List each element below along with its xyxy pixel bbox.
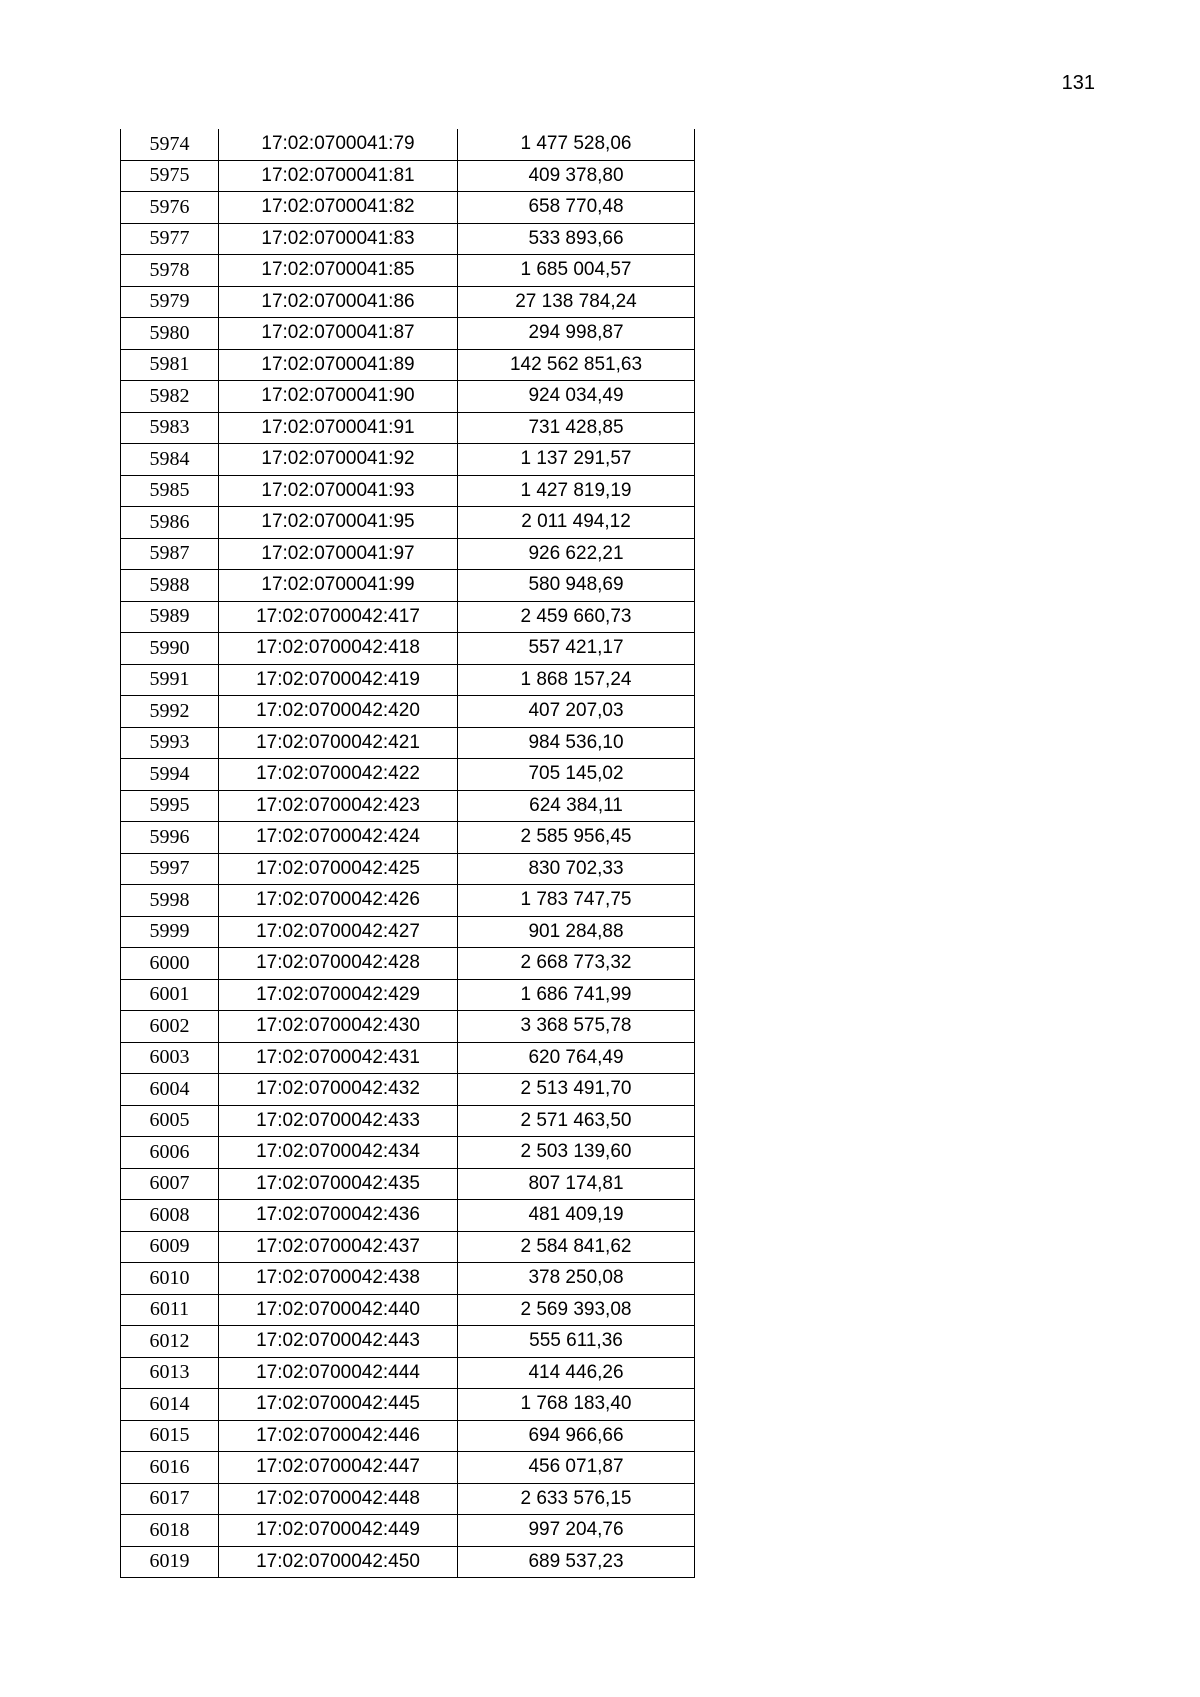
cadastral-number-cell: 17:02:0700042:438	[219, 1263, 458, 1295]
row-number-cell: 6002	[121, 1011, 219, 1043]
cadastral-value-cell: 901 284,88	[458, 916, 695, 948]
cadastral-value-cell: 555 611,36	[458, 1326, 695, 1358]
cadastral-number-cell: 17:02:0700042:446	[219, 1420, 458, 1452]
cadastral-value-cell: 694 966,66	[458, 1420, 695, 1452]
table-row	[121, 885, 695, 917]
cadastral-number-cell: 17:02:0700041:92	[219, 444, 458, 476]
cadastral-number-cell: 17:02:0700042:417	[219, 601, 458, 633]
table-row	[121, 1042, 695, 1074]
cadastral-number-cell: 17:02:0700042:437	[219, 1231, 458, 1263]
cadastral-number-cell: 17:02:0700042:440	[219, 1294, 458, 1326]
row-number-cell: 5977	[121, 223, 219, 255]
cadastral-value-cell: 689 537,23	[458, 1546, 695, 1578]
row-number-cell: 6005	[121, 1105, 219, 1137]
cadastral-value-cell: 2 633 576,15	[458, 1483, 695, 1515]
table-row	[121, 318, 695, 350]
table-row	[121, 1357, 695, 1389]
table-row	[121, 1546, 695, 1578]
cadastral-number-cell: 17:02:0700042:444	[219, 1357, 458, 1389]
row-number-cell: 6015	[121, 1420, 219, 1452]
row-number-cell: 6014	[121, 1389, 219, 1421]
row-number-cell: 5998	[121, 885, 219, 917]
cadastral-number-cell: 17:02:0700041:97	[219, 538, 458, 570]
cadastral-value-cell: 731 428,85	[458, 412, 695, 444]
row-number-cell: 6016	[121, 1452, 219, 1484]
table-row	[121, 223, 695, 255]
cadastral-value-cell: 1 137 291,57	[458, 444, 695, 476]
cadastral-number-cell: 17:02:0700041:89	[219, 349, 458, 381]
cadastral-value-cell: 2 569 393,08	[458, 1294, 695, 1326]
row-number-cell: 5985	[121, 475, 219, 507]
table-row	[121, 444, 695, 476]
row-number-cell: 6017	[121, 1483, 219, 1515]
row-number-cell: 5982	[121, 381, 219, 413]
table-row	[121, 349, 695, 381]
cadastral-value-cell: 2 011 494,12	[458, 507, 695, 539]
row-number-cell: 6004	[121, 1074, 219, 1106]
cadastral-number-cell: 17:02:0700042:449	[219, 1515, 458, 1547]
cadastral-number-cell: 17:02:0700042:447	[219, 1452, 458, 1484]
table-row	[121, 948, 695, 980]
row-number-cell: 5989	[121, 601, 219, 633]
table-row	[121, 255, 695, 287]
table-row	[121, 853, 695, 885]
cadastral-value-cell: 481 409,19	[458, 1200, 695, 1232]
cadastral-number-cell: 17:02:0700041:95	[219, 507, 458, 539]
cadastral-number-cell: 17:02:0700042:445	[219, 1389, 458, 1421]
table-row	[121, 1452, 695, 1484]
table-row	[121, 727, 695, 759]
cadastral-value-cell: 620 764,49	[458, 1042, 695, 1074]
cadastral-number-cell: 17:02:0700041:91	[219, 412, 458, 444]
table-row	[121, 790, 695, 822]
cadastral-value-cell: 1 868 157,24	[458, 664, 695, 696]
row-number-cell: 6013	[121, 1357, 219, 1389]
cadastral-number-cell: 17:02:0700042:433	[219, 1105, 458, 1137]
table-row	[121, 1011, 695, 1043]
cadastral-number-cell: 17:02:0700041:81	[219, 160, 458, 192]
table-row	[121, 1231, 695, 1263]
cadastral-value-cell: 407 207,03	[458, 696, 695, 728]
row-number-cell: 6000	[121, 948, 219, 980]
cadastral-number-cell: 17:02:0700042:419	[219, 664, 458, 696]
cadastral-value-cell: 3 368 575,78	[458, 1011, 695, 1043]
table-row	[121, 633, 695, 665]
row-number-cell: 5995	[121, 790, 219, 822]
cadastral-number-cell: 17:02:0700041:82	[219, 192, 458, 224]
cadastral-value-cell: 456 071,87	[458, 1452, 695, 1484]
row-number-cell: 6003	[121, 1042, 219, 1074]
cadastral-number-cell: 17:02:0700042:428	[219, 948, 458, 980]
cadastral-number-cell: 17:02:0700042:429	[219, 979, 458, 1011]
cadastral-value-cell: 926 622,21	[458, 538, 695, 570]
cadastral-number-cell: 17:02:0700042:427	[219, 916, 458, 948]
table-row	[121, 1263, 695, 1295]
cadastral-value-cell: 2 668 773,32	[458, 948, 695, 980]
table-row	[121, 1200, 695, 1232]
table-row	[121, 570, 695, 602]
row-number-cell: 5981	[121, 349, 219, 381]
cadastral-value-cell: 705 145,02	[458, 759, 695, 791]
cadastral-value-cell: 2 513 491,70	[458, 1074, 695, 1106]
table-row	[121, 1420, 695, 1452]
row-number-cell: 6008	[121, 1200, 219, 1232]
table-row	[121, 1326, 695, 1358]
cadastral-number-cell: 17:02:0700042:430	[219, 1011, 458, 1043]
table-row	[121, 129, 695, 160]
cadastral-number-cell: 17:02:0700042:436	[219, 1200, 458, 1232]
table-row	[121, 507, 695, 539]
row-number-cell: 5987	[121, 538, 219, 570]
row-number-cell: 5978	[121, 255, 219, 287]
cadastral-value-cell: 658 770,48	[458, 192, 695, 224]
cadastral-number-cell: 17:02:0700042:432	[219, 1074, 458, 1106]
cadastral-value-cell: 414 446,26	[458, 1357, 695, 1389]
row-number-cell: 5986	[121, 507, 219, 539]
cadastral-value-cell: 924 034,49	[458, 381, 695, 413]
table-row	[121, 1168, 695, 1200]
cadastral-value-cell: 1 427 819,19	[458, 475, 695, 507]
table-row	[121, 979, 695, 1011]
cadastral-value-cell: 984 536,10	[458, 727, 695, 759]
cadastral-value-cell: 2 571 463,50	[458, 1105, 695, 1137]
cadastral-value-cell: 1 685 004,57	[458, 255, 695, 287]
cadastral-number-cell: 17:02:0700042:434	[219, 1137, 458, 1169]
cadastral-value-cell: 580 948,69	[458, 570, 695, 602]
cadastral-number-cell: 17:02:0700042:418	[219, 633, 458, 665]
row-number-cell: 5975	[121, 160, 219, 192]
table-row	[121, 1515, 695, 1547]
cadastral-number-cell: 17:02:0700041:79	[219, 129, 458, 160]
cadastral-value-table	[120, 129, 695, 1578]
row-number-cell: 5993	[121, 727, 219, 759]
row-number-cell: 5991	[121, 664, 219, 696]
row-number-cell: 5979	[121, 286, 219, 318]
row-number-cell: 5976	[121, 192, 219, 224]
table-row	[121, 160, 695, 192]
cadastral-number-cell: 17:02:0700042:422	[219, 759, 458, 791]
cadastral-value-cell: 624 384,11	[458, 790, 695, 822]
cadastral-value-cell: 1 783 747,75	[458, 885, 695, 917]
cadastral-number-cell: 17:02:0700041:99	[219, 570, 458, 602]
table-row	[121, 1105, 695, 1137]
row-number-cell: 5996	[121, 822, 219, 854]
cadastral-number-cell: 17:02:0700041:93	[219, 475, 458, 507]
row-number-cell: 5994	[121, 759, 219, 791]
cadastral-number-cell: 17:02:0700042:450	[219, 1546, 458, 1578]
table-row	[121, 412, 695, 444]
cadastral-number-cell: 17:02:0700041:83	[219, 223, 458, 255]
cadastral-value-cell: 378 250,08	[458, 1263, 695, 1295]
cadastral-number-cell: 17:02:0700042:435	[219, 1168, 458, 1200]
row-number-cell: 5988	[121, 570, 219, 602]
cadastral-value-cell: 997 204,76	[458, 1515, 695, 1547]
cadastral-value-cell: 807 174,81	[458, 1168, 695, 1200]
table-row	[121, 601, 695, 633]
table-row	[121, 286, 695, 318]
cadastral-value-cell: 1 477 528,06	[458, 129, 695, 160]
table-row	[121, 1389, 695, 1421]
table-row	[121, 1483, 695, 1515]
table-row	[121, 759, 695, 791]
cadastral-number-cell: 17:02:0700041:86	[219, 286, 458, 318]
row-number-cell: 5999	[121, 916, 219, 948]
cadastral-value-cell: 2 584 841,62	[458, 1231, 695, 1263]
cadastral-number-cell: 17:02:0700042:420	[219, 696, 458, 728]
cadastral-value-cell: 2 503 139,60	[458, 1137, 695, 1169]
table-row	[121, 1074, 695, 1106]
row-number-cell: 6012	[121, 1326, 219, 1358]
cadastral-value-cell: 409 378,80	[458, 160, 695, 192]
table-row	[121, 538, 695, 570]
table-row	[121, 822, 695, 854]
cadastral-number-cell: 17:02:0700042:421	[219, 727, 458, 759]
row-number-cell: 5997	[121, 853, 219, 885]
table-row	[121, 381, 695, 413]
row-number-cell: 6007	[121, 1168, 219, 1200]
cadastral-number-cell: 17:02:0700042:443	[219, 1326, 458, 1358]
cadastral-value-cell: 1 768 183,40	[458, 1389, 695, 1421]
row-number-cell: 5992	[121, 696, 219, 728]
row-number-cell: 5974	[121, 129, 219, 160]
cadastral-number-cell: 17:02:0700042:423	[219, 790, 458, 822]
row-number-cell: 6018	[121, 1515, 219, 1547]
cadastral-number-cell: 17:02:0700041:85	[219, 255, 458, 287]
row-number-cell: 5984	[121, 444, 219, 476]
cadastral-number-cell: 17:02:0700042:448	[219, 1483, 458, 1515]
row-number-cell: 6010	[121, 1263, 219, 1295]
cadastral-number-cell: 17:02:0700042:424	[219, 822, 458, 854]
cadastral-value-cell: 557 421,17	[458, 633, 695, 665]
table-row	[121, 916, 695, 948]
cadastral-number-cell: 17:02:0700042:426	[219, 885, 458, 917]
table-row	[121, 664, 695, 696]
table-row	[121, 696, 695, 728]
cadastral-number-cell: 17:02:0700041:87	[219, 318, 458, 350]
table-body	[121, 129, 695, 1578]
row-number-cell: 5990	[121, 633, 219, 665]
row-number-cell: 6019	[121, 1546, 219, 1578]
cadastral-value-cell: 533 893,66	[458, 223, 695, 255]
cadastral-value-cell: 2 585 956,45	[458, 822, 695, 854]
page-number: 131	[1061, 72, 1095, 94]
cadastral-number-cell: 17:02:0700041:90	[219, 381, 458, 413]
table-row	[121, 192, 695, 224]
table-row	[121, 475, 695, 507]
row-number-cell: 6006	[121, 1137, 219, 1169]
cadastral-number-cell: 17:02:0700042:431	[219, 1042, 458, 1074]
cadastral-value-cell: 27 138 784,24	[458, 286, 695, 318]
cadastral-number-cell: 17:02:0700042:425	[219, 853, 458, 885]
row-number-cell: 5980	[121, 318, 219, 350]
cadastral-value-cell: 1 686 741,99	[458, 979, 695, 1011]
cadastral-value-cell: 142 562 851,63	[458, 349, 695, 381]
row-number-cell: 6011	[121, 1294, 219, 1326]
cadastral-value-cell: 830 702,33	[458, 853, 695, 885]
cadastral-value-cell: 294 998,87	[458, 318, 695, 350]
table-row	[121, 1137, 695, 1169]
row-number-cell: 6001	[121, 979, 219, 1011]
row-number-cell: 5983	[121, 412, 219, 444]
table-row	[121, 1294, 695, 1326]
cadastral-value-cell: 2 459 660,73	[458, 601, 695, 633]
row-number-cell: 6009	[121, 1231, 219, 1263]
